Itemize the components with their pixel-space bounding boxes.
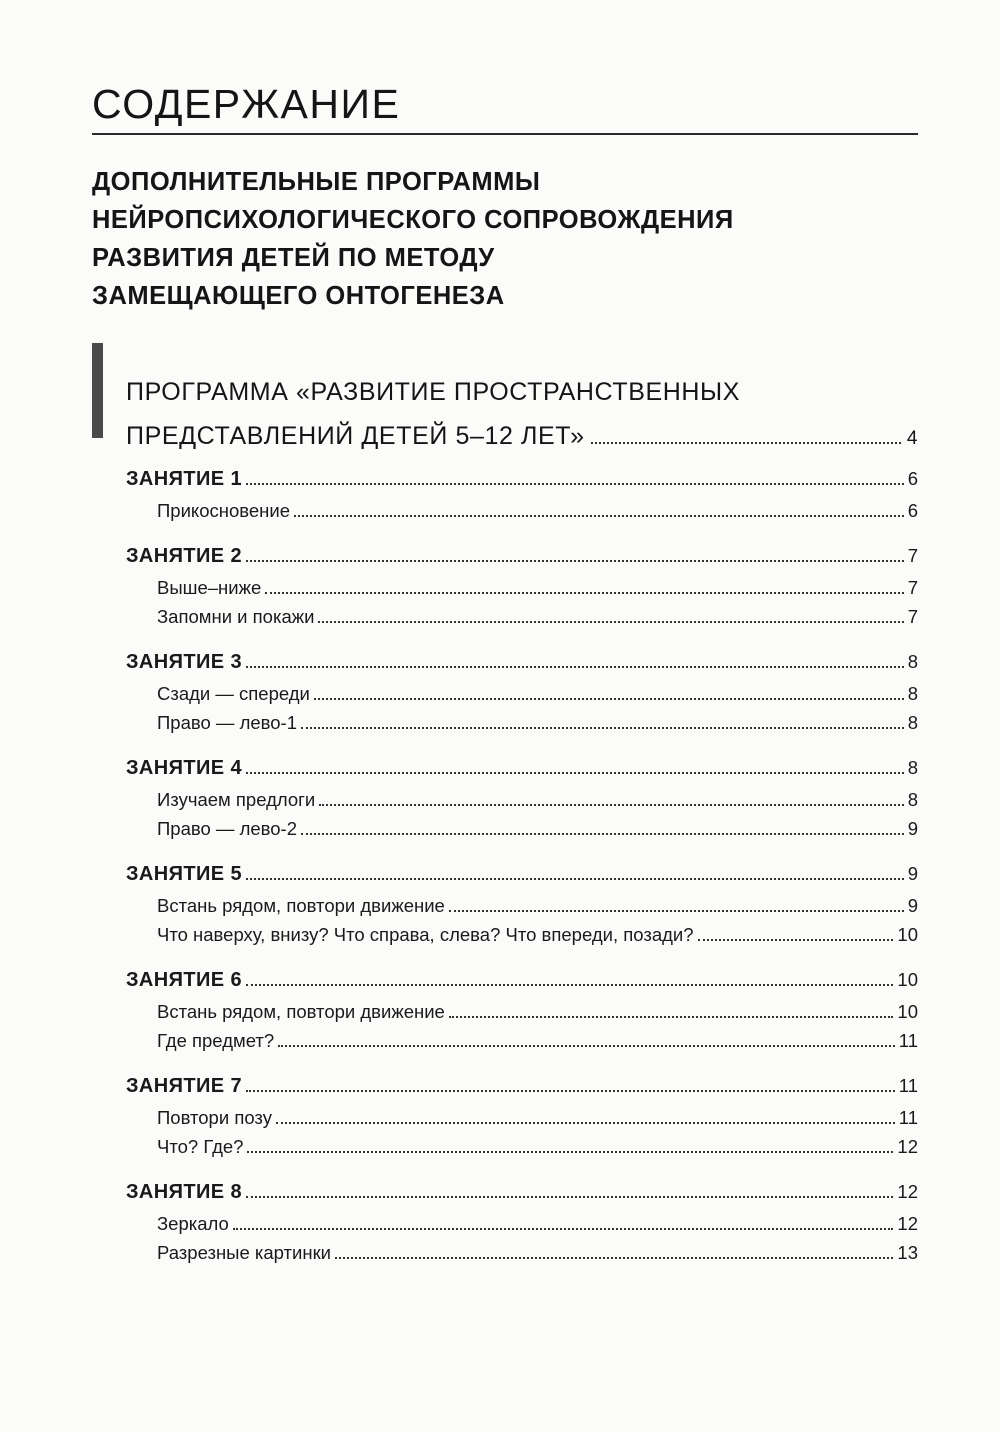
dot-leader [246, 560, 904, 562]
toc-item-entry[interactable] [126, 920, 918, 949]
dot-leader [591, 442, 901, 444]
toc-lesson-entry[interactable] [126, 857, 918, 891]
toc-item-entry[interactable] [126, 785, 918, 814]
toc-item-entry[interactable] [126, 708, 918, 737]
page-number: 11 [898, 1030, 918, 1051]
program-title-line2-row [126, 414, 918, 461]
toc-item-entry-label: Сзади — спереди [157, 683, 310, 704]
toc-lesson-entry[interactable] [126, 645, 918, 679]
toc-item-entry-label: Право — лево-1 [157, 712, 298, 733]
lesson-block [126, 1069, 918, 1161]
toc-item-entry[interactable] [126, 814, 918, 843]
toc-item-entry-label: Повтори позу [157, 1107, 272, 1128]
toc-lesson-entry-label: ЗАНЯТИЕ 6 [126, 969, 243, 991]
dot-leader [246, 878, 904, 880]
toc-lesson-entry[interactable] [126, 539, 918, 573]
section-title-line: РАЗВИТИЯ ДЕТЕЙ ПО МЕТОДУ [92, 244, 495, 272]
dot-leader [294, 515, 904, 517]
lesson-block [126, 1175, 918, 1267]
toc-item-entry-label: Встань рядом, повтори движение [157, 895, 445, 916]
page-number: 10 [897, 969, 918, 990]
toc-lesson-entry[interactable] [126, 1175, 918, 1209]
page-number: 7 [907, 577, 918, 598]
toc-item-entry-label: Выше–ниже [157, 577, 262, 598]
toc-item-entry-label: Что наверху, внизу? Что справа, слева? Что впереди, позади? [157, 924, 694, 945]
page-title: СОДЕРЖАНИЕ [92, 81, 401, 127]
page-number: 7 [907, 545, 918, 566]
page-number: 8 [907, 757, 918, 778]
dot-leader [246, 1196, 893, 1198]
dot-leader [233, 1228, 894, 1230]
toc-item-entry[interactable] [126, 1026, 918, 1055]
toc-lesson-entry-label: ЗАНЯТИЕ 2 [126, 545, 243, 567]
toc-item-entry[interactable] [126, 1238, 918, 1267]
lesson-block [126, 857, 918, 949]
dot-leader [301, 727, 904, 729]
dot-leader [265, 592, 903, 594]
toc-lesson-entry[interactable] [126, 963, 918, 997]
page-number: 10 [897, 924, 918, 945]
program-title-line2: ПРЕДСТАВЛЕНИЙ ДЕТЕЙ 5–12 ЛЕТ» [126, 422, 585, 450]
toc-item-entry-label: Разрезные картинки [157, 1242, 332, 1263]
program-heading[interactable] [126, 370, 918, 461]
toc-item-entry[interactable] [126, 573, 918, 602]
page-number: 9 [907, 863, 918, 884]
toc-lesson-entry[interactable] [126, 1069, 918, 1103]
toc-item-entry[interactable] [126, 679, 918, 708]
dot-leader [278, 1045, 895, 1047]
toc-item-entry-label: Что? Где? [157, 1136, 244, 1157]
dot-leader [276, 1122, 895, 1124]
toc-item-entry-label: Встань рядом, повтори движение [157, 1001, 445, 1022]
page-number: 9 [907, 895, 918, 916]
page-number: 12 [897, 1213, 918, 1234]
section-title-line: ДОПОЛНИТЕЛЬНЫЕ ПРОГРАММЫ [92, 168, 541, 196]
page-number: 8 [907, 651, 918, 672]
toc-item-entry[interactable] [126, 997, 918, 1026]
page-number: 9 [907, 818, 918, 839]
page-number: 8 [907, 789, 918, 810]
lesson-block [126, 751, 918, 843]
lesson-block [126, 645, 918, 737]
page-number: 13 [897, 1242, 918, 1263]
page-number: 4 [906, 428, 918, 449]
dot-leader [246, 666, 904, 668]
page-number: 12 [897, 1136, 918, 1157]
dot-leader [698, 939, 894, 941]
toc-item-entry[interactable] [126, 1209, 918, 1238]
toc-item-entry[interactable] [126, 602, 918, 631]
toc-item-entry-label: Изучаем предлоги [157, 789, 316, 810]
lesson-block [126, 539, 918, 631]
toc-lesson-entry[interactable] [126, 462, 918, 496]
page-number: 8 [907, 712, 918, 733]
page-number: 8 [907, 683, 918, 704]
dot-leader [319, 804, 903, 806]
toc-item-entry[interactable] [126, 1132, 918, 1161]
page-number: 11 [898, 1075, 918, 1096]
toc-lesson-entry-label: ЗАНЯТИЕ 3 [126, 651, 243, 673]
dot-leader [247, 1151, 893, 1153]
dot-leader [335, 1257, 893, 1259]
toc-lesson-entry-label: ЗАНЯТИЕ 8 [126, 1181, 243, 1203]
toc-item-entry-label: Право — лево-2 [157, 818, 298, 839]
page-number: 12 [897, 1181, 918, 1202]
program-title-line1: ПРОГРАММА «РАЗВИТИЕ ПРОСТРАНСТВЕННЫХ [126, 378, 741, 406]
toc-item-entry[interactable] [126, 496, 918, 525]
lesson-block [126, 462, 918, 525]
lesson-block [126, 963, 918, 1055]
dot-leader [449, 1016, 894, 1018]
dot-leader [246, 772, 904, 774]
toc-item-entry-label: Запомни и покажи [157, 606, 315, 627]
page-number: 6 [907, 468, 918, 489]
dot-leader [449, 910, 904, 912]
section-title-line: ЗАМЕЩАЮЩЕГО ОНТОГЕНЕЗА [92, 282, 505, 310]
toc-item-entry[interactable] [126, 891, 918, 920]
toc-lesson-entry[interactable] [126, 751, 918, 785]
page-number: 7 [907, 606, 918, 627]
section-title-line: НЕЙРОПСИХОЛОГИЧЕСКОГО СОПРОВОЖДЕНИЯ [92, 206, 734, 234]
dot-leader [318, 621, 903, 623]
section-title [92, 163, 922, 315]
section-marker-bar [92, 343, 103, 438]
page-number: 6 [907, 500, 918, 521]
toc-item-entry-label: Где предмет? [157, 1030, 275, 1051]
page-number: 10 [897, 1001, 918, 1022]
dot-leader [246, 483, 904, 485]
dot-leader [301, 833, 904, 835]
toc-lesson-entry-label: ЗАНЯТИЕ 1 [126, 468, 243, 490]
dot-leader [246, 1090, 895, 1092]
toc-lesson-entry-label: ЗАНЯТИЕ 5 [126, 863, 243, 885]
dot-leader [246, 984, 893, 986]
toc-item-entry-label: Прикосновение [157, 500, 291, 521]
toc-lesson-entry-label: ЗАНЯТИЕ 7 [126, 1075, 243, 1097]
toc-item-entry[interactable] [126, 1103, 918, 1132]
dot-leader [314, 698, 904, 700]
page-number: 11 [898, 1107, 918, 1128]
toc-lesson-entry-label: ЗАНЯТИЕ 4 [126, 757, 243, 779]
header-divider [92, 133, 918, 135]
table-of-contents [126, 462, 918, 1281]
toc-item-entry-label: Зеркало [157, 1213, 229, 1234]
